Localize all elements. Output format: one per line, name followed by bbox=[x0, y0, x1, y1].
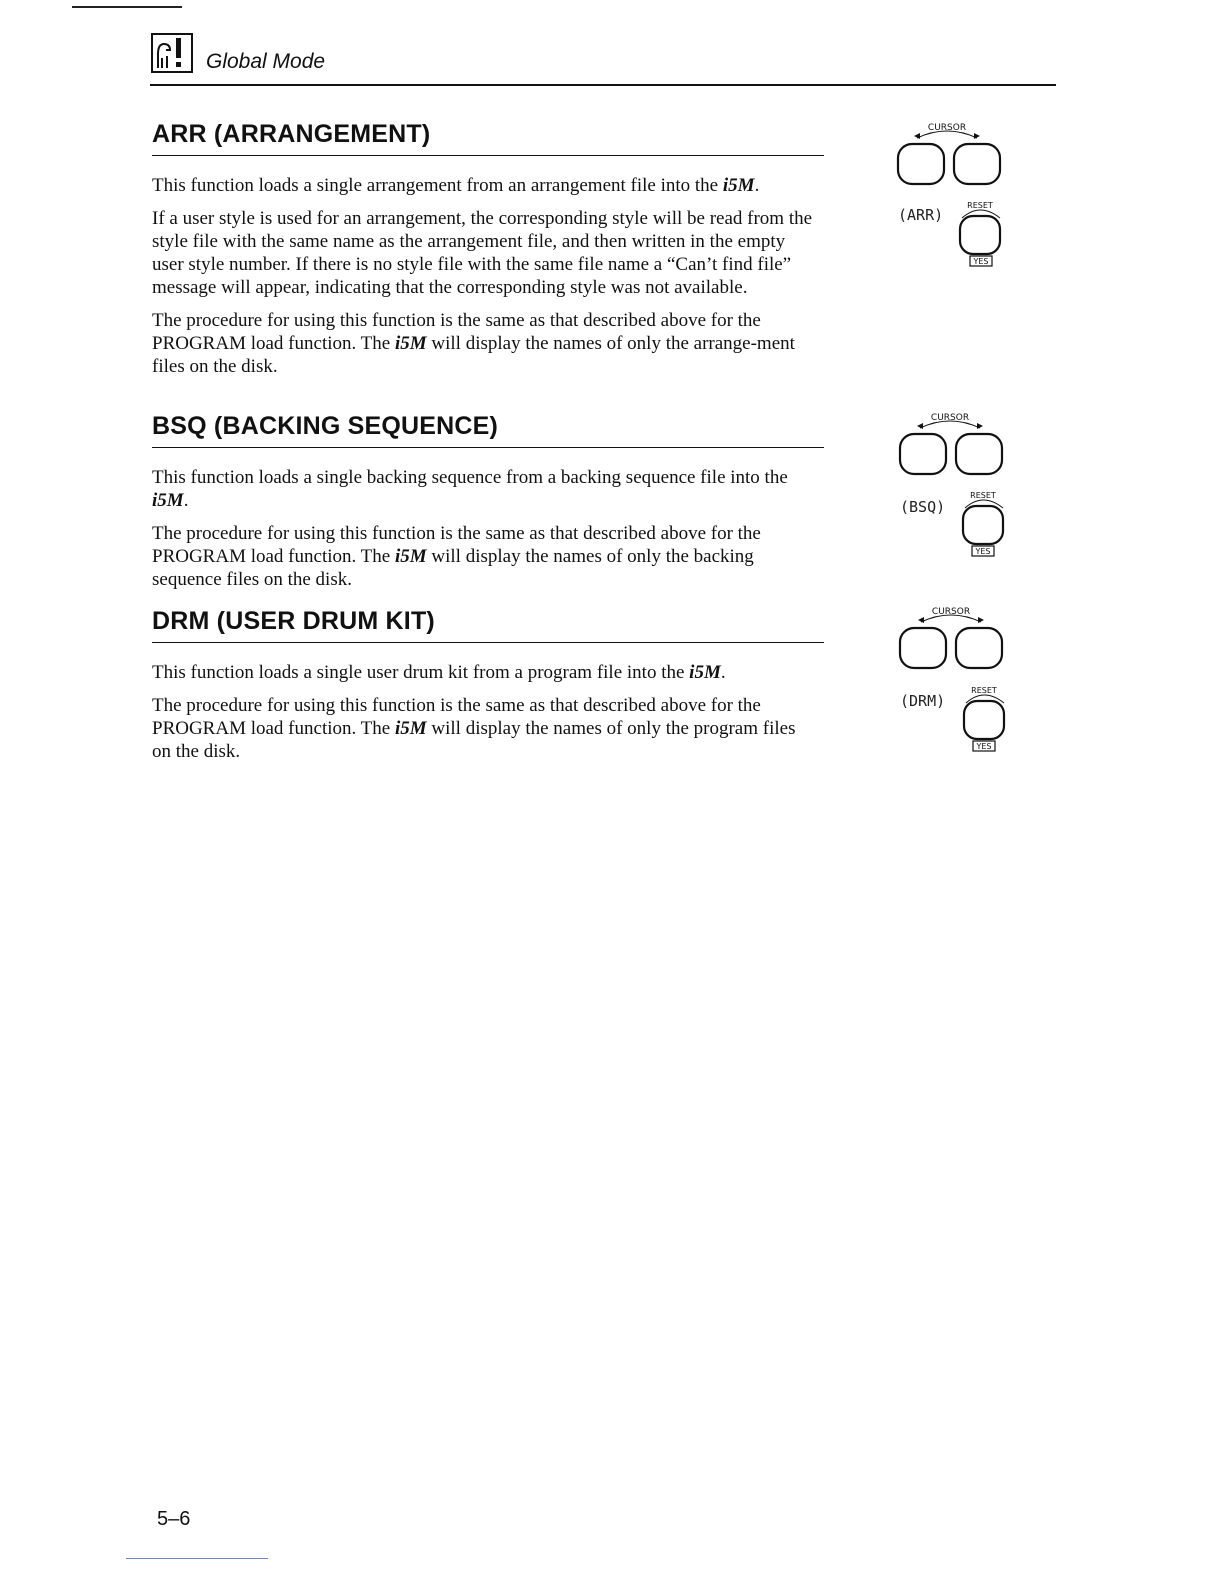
top-margin-mark bbox=[72, 6, 182, 8]
section-drm bbox=[152, 607, 824, 773]
footer-rule bbox=[126, 1558, 268, 1559]
cursor-label: CURSOR bbox=[931, 607, 971, 617]
panel-bsq bbox=[890, 408, 1014, 568]
cursor-left-button[interactable] bbox=[900, 434, 946, 474]
cursor-right-button[interactable] bbox=[956, 434, 1002, 474]
yes-label: YES bbox=[976, 742, 992, 751]
paragraph: This function loads a single arrangement from an arrangement file into the i5M. bbox=[152, 175, 760, 196]
section-arr bbox=[152, 120, 824, 388]
paragraph: This function loads a single user drum kit from a program file into the i5M. bbox=[152, 662, 726, 683]
display-readout: (ARR) bbox=[898, 206, 944, 224]
yes-label: YES bbox=[973, 257, 989, 266]
reset-label: RESET bbox=[971, 686, 997, 695]
paragraph: The procedure for using this function is the same as that described above for the PROGRAM load function. The i5M will display the names of only the backing sequence files on the disk. bbox=[152, 523, 761, 590]
global-mode-icon bbox=[150, 32, 194, 74]
cursor-left-button[interactable] bbox=[898, 144, 944, 184]
cursor-left-arrow-icon bbox=[914, 133, 920, 139]
cursor-left-arrow-icon bbox=[917, 423, 923, 429]
reset-yes-button[interactable] bbox=[964, 701, 1004, 739]
reset-label: RESET bbox=[970, 491, 996, 500]
reset-yes-button[interactable] bbox=[963, 506, 1003, 544]
cursor-right-arrow-icon bbox=[977, 423, 983, 429]
display-readout: (BSQ) bbox=[900, 498, 946, 516]
cursor-left-button[interactable] bbox=[900, 628, 946, 668]
control-panel-diagram bbox=[890, 602, 1014, 762]
cursor-right-arrow-icon bbox=[974, 133, 980, 139]
reset-yes-button[interactable] bbox=[960, 216, 1000, 254]
section-bsq bbox=[152, 412, 824, 601]
page-number: 5–6 bbox=[157, 1508, 191, 1530]
panel-drm bbox=[890, 602, 1014, 762]
yes-label: YES bbox=[975, 547, 991, 556]
cursor-label: CURSOR bbox=[927, 123, 967, 133]
paragraph: The procedure for using this function is the same as that described above for the PROGRAM load function. The i5M will display the names of only the arrange-ment files on the disk. bbox=[152, 310, 795, 377]
panel-arr bbox=[890, 118, 1014, 278]
control-panel-diagram bbox=[890, 408, 1014, 568]
cursor-right-button[interactable] bbox=[956, 628, 1002, 668]
display-readout: (DRM) bbox=[900, 692, 946, 710]
page-header bbox=[150, 30, 1056, 86]
reset-label: RESET bbox=[967, 201, 993, 210]
page-header-title: Global Mode bbox=[206, 50, 326, 73]
paragraph: If a user style is used for an arrangement, the corresponding style will be read from the style file with the same name as the arrangement file, and then written in the empty user style number. If there is no style file with the same file name a “Can’t find file” message will appear, indicating that the corresponding style was not available. bbox=[152, 208, 813, 298]
control-panel-diagram bbox=[890, 118, 1014, 278]
cursor-left-arrow-icon bbox=[918, 617, 924, 623]
section-heading: BSQ (BACKING SEQUENCE) bbox=[152, 412, 824, 448]
cursor-label: CURSOR bbox=[930, 413, 970, 423]
section-heading: ARR (ARRANGEMENT) bbox=[152, 120, 824, 156]
section-heading: DRM (USER DRUM KIT) bbox=[152, 607, 824, 643]
paragraph: This function loads a single backing sequence from a backing sequence file into the i5M. bbox=[152, 467, 788, 511]
cursor-right-button[interactable] bbox=[954, 144, 1000, 184]
cursor-right-arrow-icon bbox=[978, 617, 984, 623]
paragraph: The procedure for using this function is the same as that described above for the PROGRAM load function. The i5M will display the names of only the program files on the disk. bbox=[152, 695, 796, 762]
